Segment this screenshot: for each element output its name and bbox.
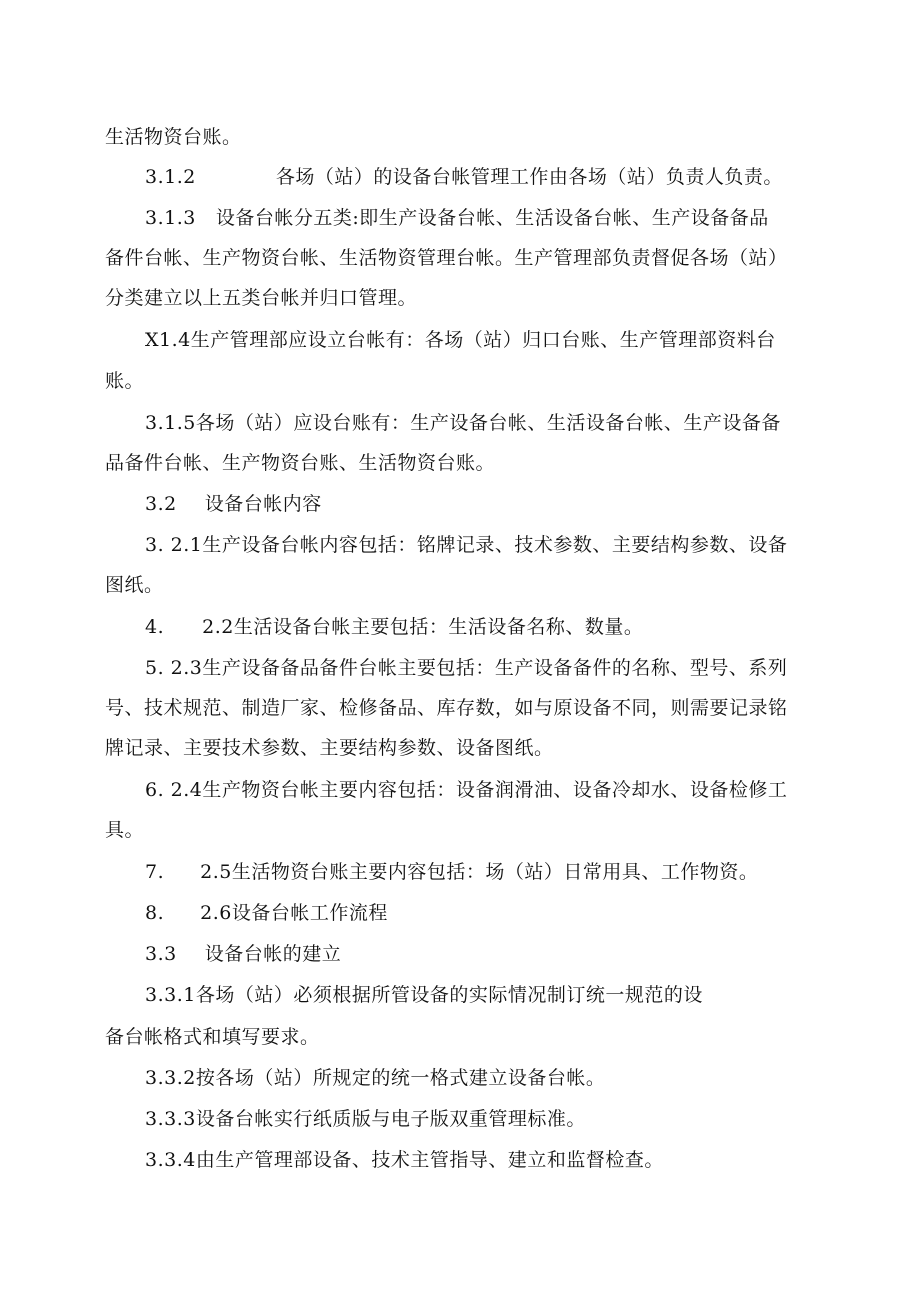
paragraph-line [145,863,758,882]
section-title: 设备台帐的建立 [204,943,342,965]
text: 备件台帐、生产物资台帐、生活物资管理台帐。生产管理部负责督促各场（站） [105,247,788,269]
paragraph-line [145,986,703,1005]
text: 6. 2.4生产物资台帐主要内容包括：设备润滑油、设备冷却水、设备检修工 [145,779,788,801]
paragraph-line [105,1028,320,1047]
section-heading [145,495,322,514]
text: 2.6设备台帐工作流程 [200,902,388,924]
text: 2.2生活设备台帐主要包括：生活设备名称、数量。 [202,616,644,638]
paragraph-line [105,699,788,718]
list-number: 8. [145,902,165,924]
paragraph-line [145,618,643,637]
text: 3.3.1各场（站）必须根据所管设备的实际情况制订统一规范的设 [145,984,703,1006]
text: X1.4生产管理部应设立台帐有：各场（站）归口台账、生产管理部资料台 [145,329,776,351]
text: 5. 2.3生产设备备品备件台帐主要包括：生产设备备件的名称、型号、系列 [145,657,788,679]
text: 3. 2.1生产设备台帐内容包括：铭牌记录、技术参数、主要结构参数、设备 [145,534,788,556]
section-number: 3.3 [145,943,177,965]
paragraph-line [145,1110,586,1129]
text: 备台帐格式和填写要求。 [105,1026,320,1048]
list-number: 7. [145,861,165,883]
text: 号、技术规范、制造厂家、检修备品、库存数，如与原设备不同，则需要记录铭 [105,697,788,719]
section-number: 3.2 [145,493,177,515]
text: 品备件台帐、生产物资台账、生活物资台账。 [105,452,496,474]
text: 账。 [105,370,145,392]
text: 图纸。 [105,574,164,596]
paragraph-line [105,289,417,308]
paragraph-line [105,821,144,840]
text: 各场（站）的设备台帐管理工作由各场（站）负责人负责。 [275,166,783,188]
paragraph-line [145,209,769,228]
paragraph-line [105,454,495,473]
paragraph-line [145,1151,664,1170]
text: 生活物资台账。 [105,126,242,148]
paragraph-line [105,128,242,147]
paragraph-line [145,1069,605,1088]
text: 牌记录、主要技术参数、主要结构参数、设备图纸。 [105,737,554,759]
text: 3.3.3设备台帐实行纸质版与电子版双重管理标准。 [145,1108,586,1130]
paragraph-line [145,414,781,433]
paragraph-line [105,249,788,268]
text: 3.3.2按各场（站）所规定的统一格式建立设备台帐。 [145,1067,606,1089]
text: 具。 [105,819,145,841]
paragraph-line [105,372,144,391]
section-number: 3.1.2 [145,166,196,188]
section-number: 3.1.3 [145,207,196,229]
text: 3.1.5各场（站）应设台账有：生产设备台帐、生活设备台帐、生产设备备 [145,412,781,434]
paragraph-line [145,331,776,350]
section-title: 设备台帐内容 [204,493,322,515]
text: 设备台帐分五类:即生产设备台帐、生活设备台帐、生产设备备品 [215,207,769,229]
text: 分类建立以上五类台帐并归口管理。 [105,287,418,309]
paragraph-line [145,659,787,678]
paragraph-line [145,904,388,923]
text: 3.3.4由生产管理部设备、技术主管指导、建立和监督检查。 [145,1149,664,1171]
list-number: 4. [145,616,165,638]
paragraph-line [145,536,787,555]
paragraph-line [145,781,787,800]
paragraph-line [145,168,783,187]
text: 2.5生活物资台账主要内容包括：场（站）日常用具、工作物资。 [200,861,759,883]
paragraph-line [105,576,164,595]
section-heading [145,945,341,964]
paragraph-line [105,739,554,758]
